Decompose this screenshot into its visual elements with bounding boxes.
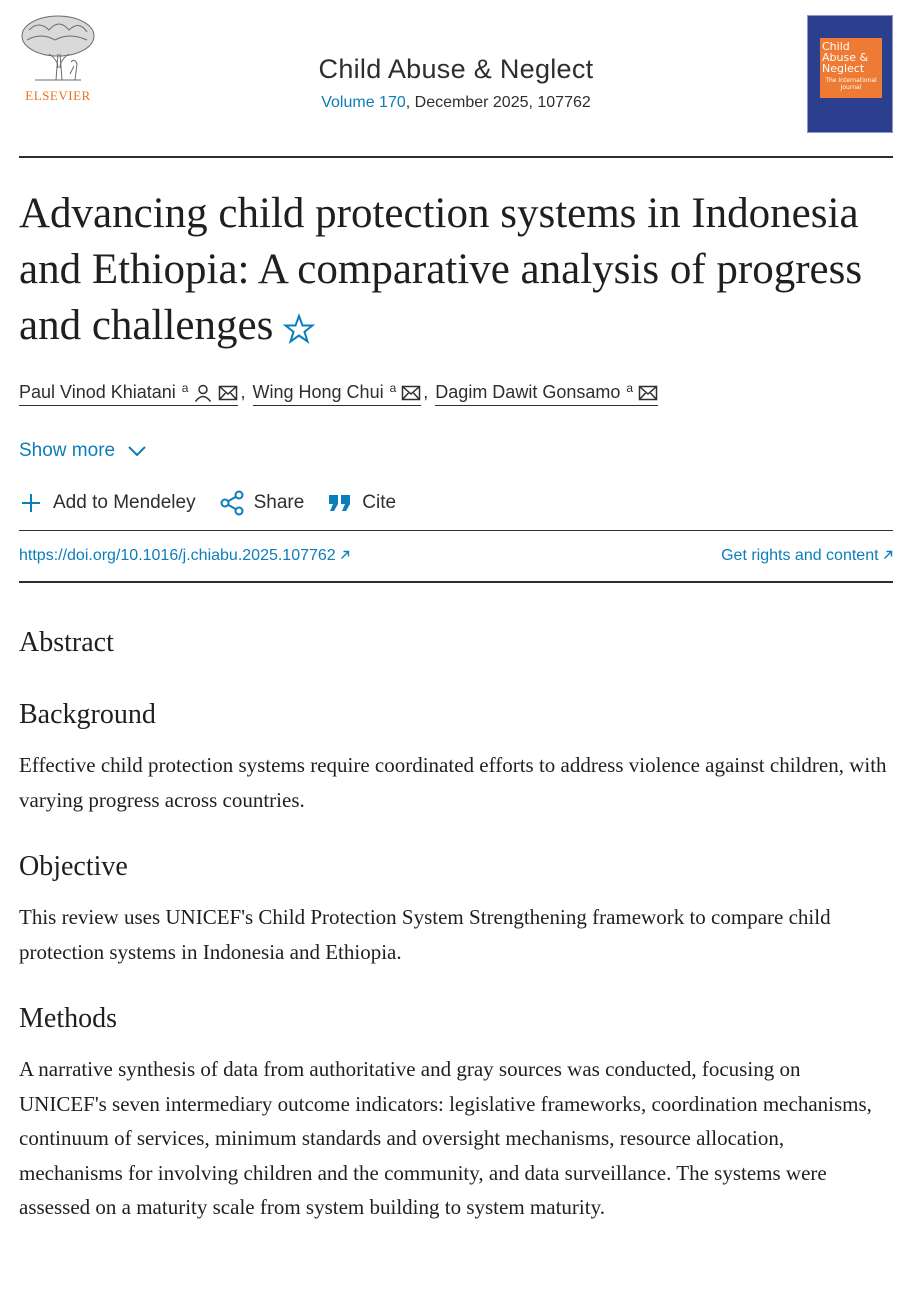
author-1[interactable]: [19, 382, 238, 406]
chevron-down-icon: [127, 445, 147, 457]
background-text: Effective child protection systems require coordinated efforts to address violence against children, with varying progress across countries.: [19, 753, 887, 812]
journal-title[interactable]: Child Abuse & Neglect: [318, 54, 594, 84]
author-separator: ,: [240, 382, 246, 402]
mendeley-label: Add to Mendeley: [53, 492, 196, 513]
author-3-name: Dagim Dawit Gonsamo: [435, 382, 621, 402]
article-title-text: Advancing child protection systems in Indonesia and Ethiopia: A comparative analysis of progress and challenges: [19, 190, 863, 349]
author-list: [19, 382, 658, 406]
email-icon: [638, 385, 658, 401]
methods-heading: Methods: [19, 1003, 117, 1034]
plus-icon: [19, 491, 43, 515]
quote-icon: [328, 493, 352, 513]
author-3-affiliation: a: [626, 380, 634, 395]
doi-bar: [19, 530, 893, 583]
author-1-affiliation: a: [181, 380, 189, 395]
star-icon[interactable]: [283, 313, 315, 345]
abstract-heading: Abstract: [19, 627, 114, 658]
author-2-name: Wing Hong Chui: [252, 382, 384, 402]
show-more-button[interactable]: [19, 440, 147, 462]
author-separator: ,: [423, 382, 429, 402]
show-more-label: Show more: [19, 440, 116, 461]
person-icon: [193, 383, 213, 403]
get-rights-link[interactable]: [721, 547, 893, 565]
email-icon: [218, 385, 238, 401]
methods-text: A narrative synthesis of data from authoritative and gray sources was conducted, focusing on UNICEF's seven intermediary outcome indicators: legislative frameworks, coordination mechanisms, continuum of services, minimum standards and oversight mechanisms, resource allocation, mechanisms for involving children and the community, and data surveillance. The systems were assessed on a maturity scale from system building to system maturity.: [19, 1057, 872, 1220]
issue-details: , December 2025, 107762: [405, 94, 591, 111]
background-heading: Background: [19, 699, 156, 730]
cite-button[interactable]: [328, 492, 396, 514]
volume-link[interactable]: Volume 170: [321, 94, 406, 111]
article-title: [19, 186, 879, 354]
share-icon: [220, 490, 244, 516]
objective-text: This review uses UNICEF's Child Protection System Strengthening framework to compare child protection systems in Indonesia and Ethiopia.: [19, 905, 831, 964]
journal-header: [19, 14, 893, 158]
doi-text: https://doi.org/10.1016/j.chiabu.2025.107762: [19, 547, 336, 564]
share-button[interactable]: [220, 490, 305, 516]
journal-issue: [19, 94, 893, 112]
author-1-name: Paul Vinod Khiatani: [19, 382, 176, 402]
external-link-icon: [883, 550, 893, 560]
rights-text: Get rights and content: [721, 547, 879, 564]
article-toolbar: [19, 490, 420, 516]
author-2[interactable]: [253, 382, 422, 406]
email-icon: [401, 385, 421, 401]
journal-info: [19, 54, 893, 112]
author-2-affiliation: a: [389, 380, 397, 395]
cover-title: Child Abuse & Neglect: [822, 40, 869, 75]
external-link-icon: [340, 550, 350, 560]
cover-title-block: [820, 38, 882, 98]
cite-label: Cite: [362, 492, 397, 513]
journal-cover[interactable]: [807, 15, 893, 133]
cover-subtitle: The International Journal: [825, 77, 877, 91]
share-label: Share: [253, 492, 305, 513]
add-to-mendeley-button[interactable]: [19, 491, 196, 515]
objective-heading: Objective: [19, 851, 128, 882]
elsevier-wordmark: ELSEVIER: [25, 88, 91, 103]
author-3[interactable]: [435, 382, 658, 406]
doi-link[interactable]: [19, 547, 350, 565]
